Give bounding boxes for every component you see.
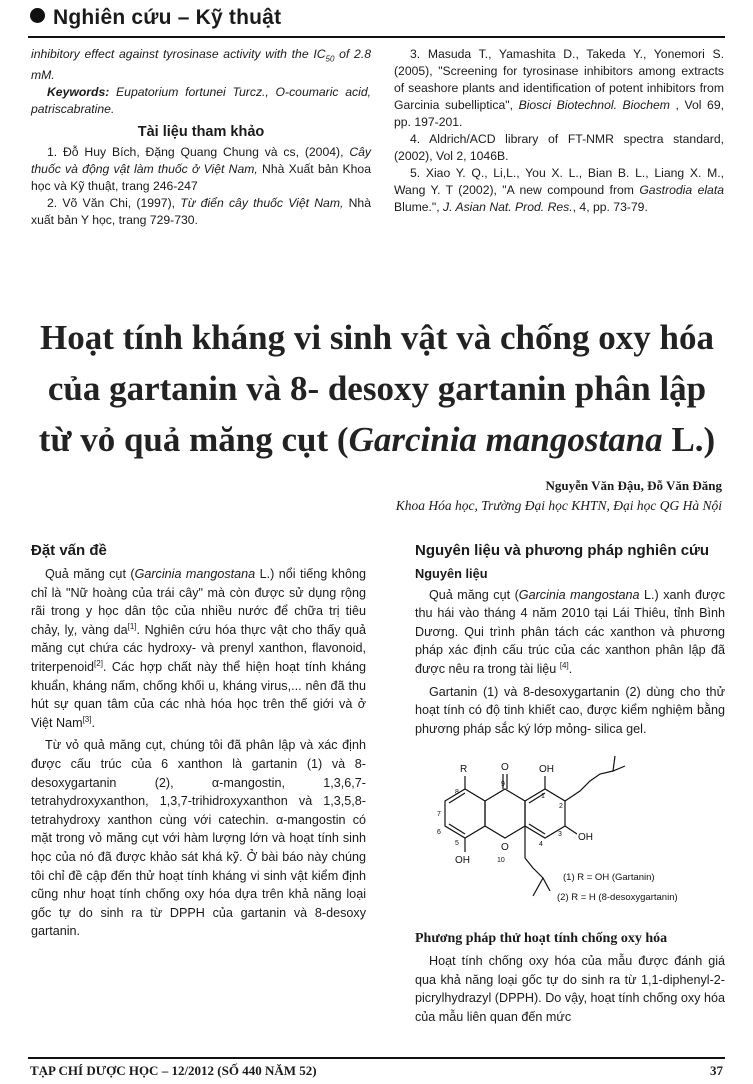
svg-text:7: 7	[437, 811, 441, 819]
svg-text:5: 5	[455, 840, 459, 848]
methods-heading: Nguyên liệu và phương pháp nghiên cứu	[415, 542, 710, 559]
article-affiliation: Khoa Hóa học, Trường Đại học KHTN, Đại học QG Hà Nội	[395, 498, 722, 513]
svg-text:R: R	[460, 764, 468, 776]
ring-a	[445, 789, 485, 838]
abstract-end: inhibitory effect against tyrosinase activity with the $IC_{50}$ of 2.8 mM.	[31, 47, 371, 83]
xanthone-structure-diagram	[415, 746, 725, 916]
antioxidant-method-heading: Phương pháp thử hoạt tính chống oxy hóa	[415, 930, 668, 946]
article-title: Hoạt tính kháng vi sinh vật và chống oxy hóa của gartanin và 8- desoxy gartanin phân lập từ vỏ quả măng cụt (Garcinia mangostana L.)	[38, 318, 716, 459]
svg-text:1: 1	[541, 793, 545, 801]
svg-text:10: 10	[497, 857, 505, 865]
previous-article-end	[31, 46, 371, 229]
svg-text:(1) R = OH (Gartanin): (1) R = OH (Gartanin)	[563, 872, 655, 884]
svg-text:2: 2	[559, 803, 563, 811]
svg-text:6: 6	[437, 829, 441, 837]
antioxidant-paragraph: Hoạt tính chống oxy hóa của mẫu được đánh giá qua khả năng loại gốc tự do sinh ra từ 1,1-diphenyl-2-picrylhydrazyl (DPPH). Do vậy, hoạt tính chống oxy hóa của mẫu liên quan đến mức	[415, 953, 725, 1024]
reference-2: 2. Võ Văn Chi, (1997), Từ điển cây thuốc Việt Nam, Nhà xuất bản Y học, trang 729-730.	[31, 196, 371, 228]
svg-text:8: 8	[455, 789, 459, 797]
right-column	[415, 541, 725, 1030]
references-continued	[394, 46, 724, 216]
section-header: Nghiên cứu – Kỹ thuật	[30, 6, 281, 30]
svg-text:O: O	[501, 842, 509, 854]
article-authors: Nguyễn Văn Đậu, Đỗ Văn Đăng	[545, 478, 722, 493]
journal-footer: TẠP CHÍ DƯỢC HỌC – 12/2012 (SỐ 440 NĂM 52)	[30, 1063, 317, 1078]
material-paragraph-2: Gartanin (1) và 8-desoxygartanin (2) dùng cho thử hoạt tính có độ tinh khiết cao, được kiểm nghiệm bằng phương pháp sắc ký lớp mỏng- silica gel.	[415, 684, 725, 736]
ring-b	[485, 789, 525, 838]
svg-text:OH: OH	[539, 764, 554, 776]
intro-heading: Đặt vấn đề	[31, 542, 107, 559]
references-title: Tài liệu tham khảo	[137, 124, 265, 141]
reference-3: 3. Masuda T., Yamashita D., Takeda Y., Yonemori S. (2005), "Screening for tyrosinase inhibitors among extracts of seashore plants and identification of potent inhibitors from Garcinia subelliptica", Biosci Biotechnol. Biochem , Vol 69, pp. 197-201.	[394, 47, 724, 129]
reference-4: 4. Aldrich/ACD library of FT-NMR spectra standard, (2002), Vol 2, 1046B.	[394, 132, 724, 163]
svg-text:OH: OH	[455, 855, 470, 867]
bullet-icon	[30, 8, 45, 23]
svg-text:O: O	[501, 762, 509, 774]
intro-paragraph-2: Từ vỏ quả măng cụt, chúng tôi đã phân lập và xác định được cấu trúc của 6 xanthon là gartanin (1) và 8-desoxygartanin (2), α-mangostin, 1,3,6,7-tetrahydroxyxanthon, 1,3,7-trihidroxyxanthon và 1,3,5,8-tetrahydroxy xanthon cùng với catechin. α-mangostin có mặt trong vỏ măng cụt với hàm lượng lớn và hoạt tính sinh học của nó đã được khảo sát khá kỹ. Ở bài báo này chúng tôi chỉ đề cập đến thử hoạt tính kháng vi sinh vật kiểm định cũng như hoạt tính chống oxy hóa dựa trên khả năng loại gốc tự do sinh ra từ DPPH của gartanin và 8-desoxy gartanin.	[31, 738, 366, 939]
reference-5: 5. Xiao Y. Q., Li,L., You X. L., Bian B. L., Liang X. M., Wang Y. T (2002), "A new compound from Gastrodia elata Blume.", J. Asian Nat. Prod. Res., 4, pp. 73-79.	[394, 166, 724, 214]
reference-1: 1. Đỗ Huy Bích, Đặng Quang Chung và cs, (2004), Cây thuốc và động vật làm thuốc ở Việt Nam, Nhà Xuất bản Khoa học và Kỹ thuật, trang 246-247	[31, 145, 371, 194]
svg-text:(2) R = H (8-desoxygartanin): (2) R = H (8-desoxygartanin)	[557, 892, 678, 904]
material-paragraph-1: Quả măng cụt (Garcinia mangostana L.) xanh được thu hái vào tháng 4 năm 2010 tại Lái Thiêu, tỉnh Bình Dương. Qui trình phân tách các xanthon và phương pháp xác định cấu trúc của các xanthon phân lập đã được nêu ra trong tài liệu [4].	[415, 587, 725, 676]
left-column	[31, 541, 366, 945]
intro-paragraph-1: Quả măng cụt (Garcinia mangostana L.) nổi tiếng không chỉ là "Nữ hoàng của trái cây" mà còn được sử dụng rộng rãi trong y học dân tộc của nhiều nước để chữa trị tiêu chảy, lỵ, vàng da[1]. Nghiên cứu hóa thực vật cho thấy quả măng cụt chứa các hydroxy- và prenyl xanthon, flavonoid, triterpenoid[2]. Các hợp chất này thể hiện hoạt tính kháng khuẩn, kháng nấm, chống khối u, kháng virus,... nên đã thu hút sự quan tâm của các nhà hóa học trên thế giới và ở Việt Nam[3].	[31, 567, 367, 730]
svg-text:OH: OH	[578, 832, 593, 844]
header-rule	[28, 36, 725, 38]
footer-rule	[28, 1057, 725, 1059]
svg-text:3: 3	[558, 831, 562, 839]
keywords: Keywords: Eupatorium fortunei Turcz., O-coumaric acid, patriscabratine.	[31, 85, 371, 117]
material-heading: Nguyên liệu	[415, 566, 488, 581]
svg-text:4: 4	[539, 841, 543, 849]
svg-text:9: 9	[501, 781, 505, 789]
page-number: 37	[710, 1063, 723, 1078]
